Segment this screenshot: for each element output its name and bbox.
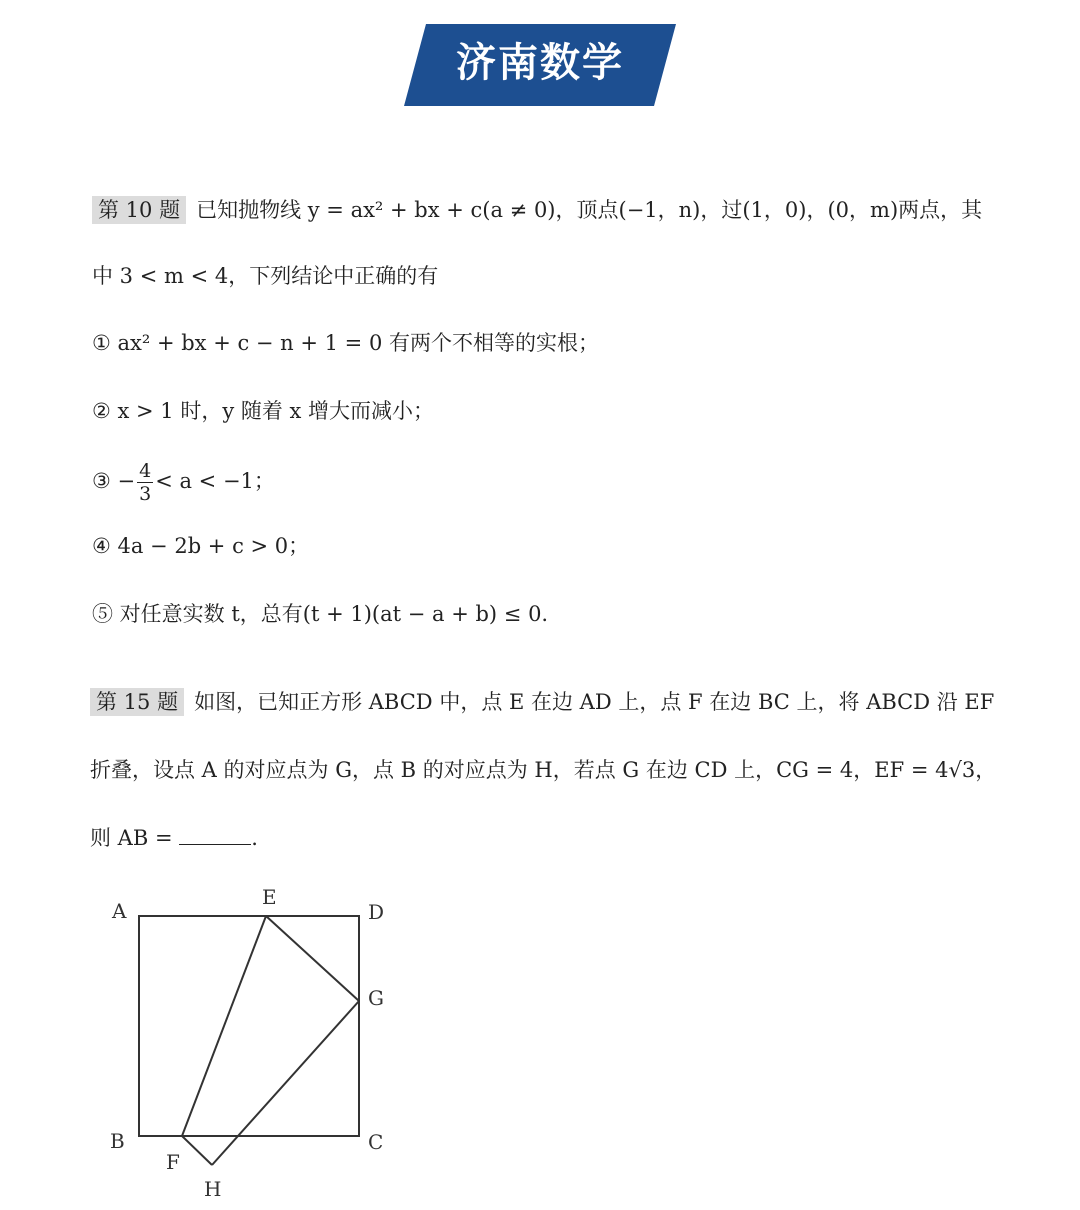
point-label-e: E	[262, 885, 277, 909]
answer-blank	[179, 822, 251, 845]
q10-label: 第 10 题	[92, 196, 186, 224]
point-label-c: C	[368, 1130, 384, 1154]
fraction-denominator: 3	[139, 483, 152, 505]
segment-hf	[182, 1136, 212, 1165]
q15-line1	[90, 686, 994, 718]
fraction-numerator: 4	[139, 460, 152, 482]
page-title: 济南数学	[456, 40, 624, 86]
q15-label: 第 15 题	[90, 688, 184, 716]
q15-answer-suffix: .	[251, 826, 258, 850]
q10-option-3-prefix: ③ −	[92, 469, 136, 493]
q10-stem-text1: 已知抛物线 y = ax² + bx + c(a ≠ 0)，顶点(−1，n)，过(1，0)，(0，m)两点，其	[196, 198, 983, 222]
q15-line2: 折叠，设点 A 的对应点为 G，点 B 的对应点为 H，若点 G 在边 CD 上，CG = 4，EF = 4√3，	[90, 758, 997, 782]
point-label-g: G	[368, 986, 384, 1010]
point-label-b: B	[110, 1129, 125, 1153]
q10-stem-line1	[92, 194, 982, 226]
q10-option-2: ② x > 1 时，y 随着 x 增大而减小；	[92, 399, 435, 423]
segment-eg	[266, 916, 359, 1001]
q10-stem-line2: 中 3 < m < 4，下列结论中正确的有	[92, 264, 439, 288]
q10-option-5: ⑤ 对任意实数 t，总有(t + 1)(at − a + b) ≤ 0.	[92, 602, 549, 626]
point-label-a: A	[112, 899, 127, 923]
point-label-h: H	[204, 1177, 222, 1201]
q15-text1: 如图，已知正方形 ABCD 中，点 E 在边 AD 上，点 F 在边 BC 上，将 ABCD 沿 EF	[194, 690, 995, 714]
header-banner	[404, 24, 676, 106]
square-abcd	[139, 916, 359, 1136]
segment-ef	[182, 916, 266, 1136]
segment-gh	[212, 1001, 359, 1165]
q10-option-3	[92, 460, 275, 505]
point-label-d: D	[368, 900, 385, 924]
geometry-figure	[100, 876, 420, 1210]
figure-svg	[100, 876, 420, 1206]
q10-option-4: ④ 4a − 2b + c > 0；	[92, 534, 310, 558]
fraction	[137, 460, 153, 505]
q10-option-1: ① ax² + bx + c − n + 1 = 0 有两个不相等的实根；	[92, 331, 599, 355]
q15-line3	[90, 822, 258, 854]
point-label-f: F	[166, 1150, 180, 1174]
q10-option-3-suffix: < a < −1；	[155, 469, 275, 493]
q15-answer-prefix: 则 AB =	[90, 826, 173, 850]
